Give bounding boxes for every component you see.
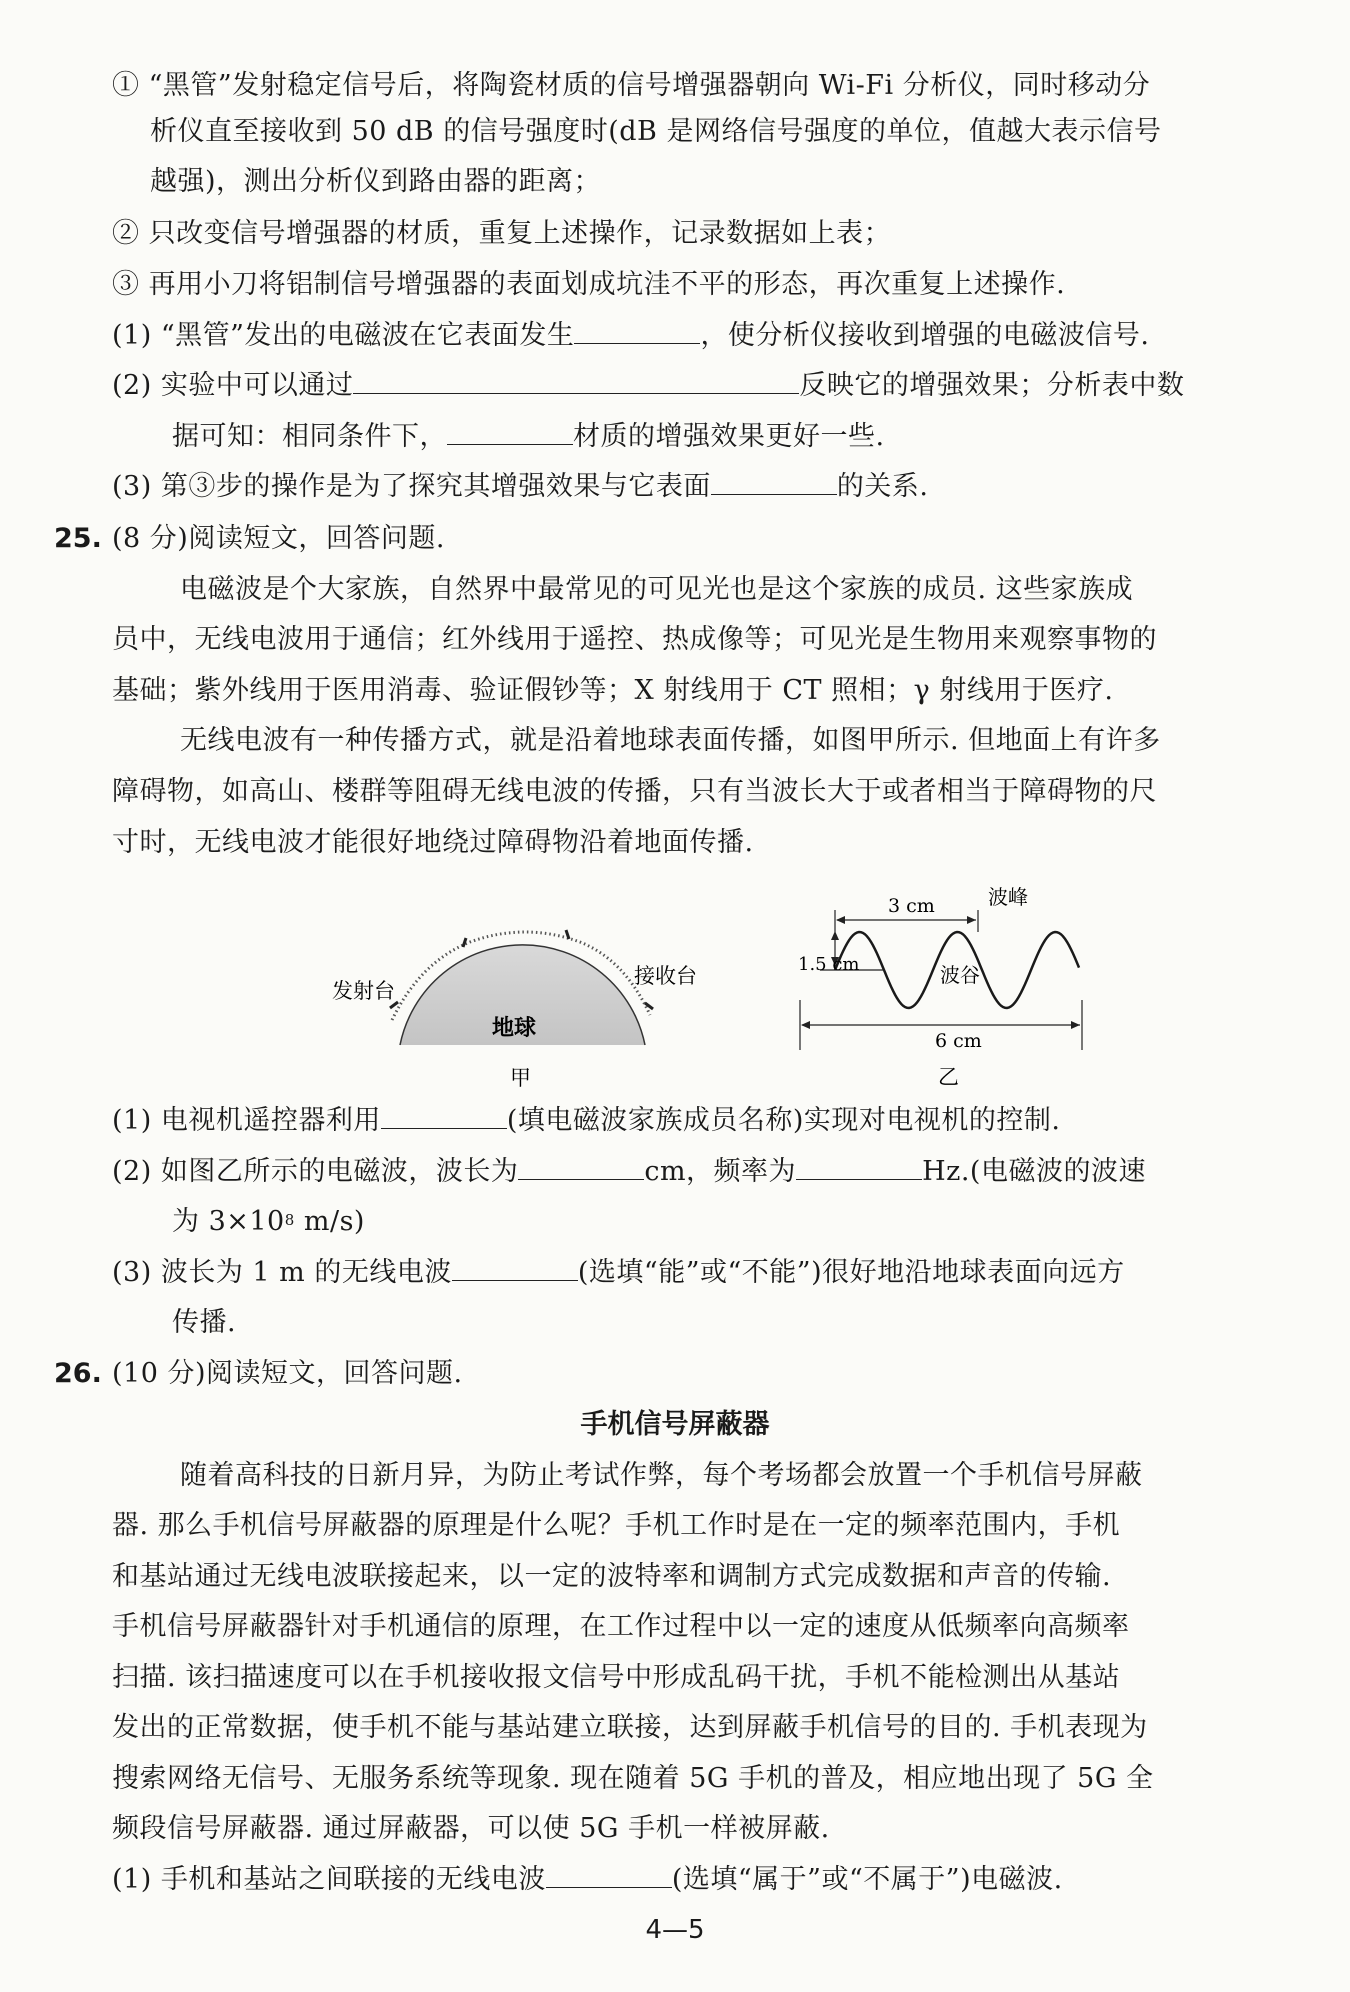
crest-label: 波峰 <box>988 885 1028 909</box>
figure-jia-caption: 甲 <box>510 1066 531 1090</box>
step-2: ② 只改变信号增强器的材质，重复上述操作，记录数据如上表； <box>112 218 892 249</box>
answer-blank[interactable] <box>353 367 799 394</box>
step-3: ③ 再用小刀将铝制信号增强器的表面划成坑洼不平的形态，再次重复上述操作. <box>112 269 1066 300</box>
q25-para-line: 障碍物，如高山、楼群等阻碍无线电波的传播，只有当波长大于或者相当于障碍物的尺 <box>112 776 1157 807</box>
figure-yi <box>790 870 1120 1095</box>
q24-sub1: (1) “黑管”发出的电磁波在它表面发生 ，使分析仪接收到增强的电磁波信号. <box>112 317 1150 355</box>
q26-para-line: 和基站通过无线电波联接起来，以一定的波特率和调制方式完成数据和声音的传输. <box>112 1561 1112 1592</box>
amp-label: 1.5 cm <box>798 954 860 975</box>
trough-label: 波谷 <box>940 963 980 987</box>
q26-para-line: 扫描. 该扫描速度可以在手机接收报文信号中形成乱码干扰，手机不能检测出从基站 <box>112 1662 1121 1693</box>
q26-para-line: 发出的正常数据，使手机不能与基站建立联接，达到屏蔽手机信号的目的. 手机表现为 <box>112 1712 1148 1743</box>
q25-sub3-line-1: (3) 波长为 1 m 的无线电波 (选填“能”或“不能”)很好地沿地球表面向远方 <box>112 1254 1125 1292</box>
q25-sub1: (1) 电视机遥控器利用 (填电磁波家族成员名称)实现对电视机的控制. <box>112 1102 1060 1140</box>
obstacle-mark <box>463 938 466 947</box>
answer-blank[interactable] <box>518 1153 644 1180</box>
q26-sub1: (1) 手机和基站之间联接的无线电波 (选填“属于”或“不属于”)电磁波. <box>112 1861 1063 1899</box>
q26-header: (10 分)阅读短文，回答问题. <box>112 1358 463 1389</box>
article-title: 手机信号屏蔽器 <box>580 1409 770 1440</box>
question-number-25: 25. <box>54 523 102 554</box>
page-number: 4—5 <box>645 1915 705 1945</box>
q25-para-line: 电磁波是个大家族，自然界中最常见的可见光也是这个家族的成员. 这些家族成 <box>180 574 1134 605</box>
q25-sub2-line-1: (2) 如图乙所示的电磁波，波长为 cm，频率为 Hz.(电磁波的波速 <box>112 1153 1146 1191</box>
answer-blank[interactable] <box>546 1861 672 1888</box>
receiver-mark <box>645 1003 653 1009</box>
dim-top-label: 3 cm <box>888 895 935 917</box>
answer-blank[interactable] <box>452 1254 578 1281</box>
figure-yi-caption: 乙 <box>938 1065 959 1089</box>
q25-sub2-line-2: 为 $3\times 10^8$ m/s) <box>172 1206 365 1237</box>
q26-para-line: 手机信号屏蔽器针对手机通信的原理，在工作过程中以一定的速度从低频率向高频率 <box>112 1611 1130 1642</box>
q26-para-line: 随着高科技的日新月异，为防止考试作弊，每个考场都会放置一个手机信号屏蔽 <box>180 1460 1143 1491</box>
step-1-line-3: 越强)，测出分析仪到路由器的距离； <box>150 166 602 197</box>
q25-para-line: 基础；紫外线用于医用消毒、验证假钞等；X 射线用于 CT 照相；γ 射线用于医疗. <box>112 675 1114 706</box>
receiver-label: 接收台 <box>634 964 697 988</box>
dim-bottom-label: 6 cm <box>935 1030 982 1052</box>
answer-blank[interactable] <box>381 1102 507 1129</box>
q24-sub2-line-2: 据可知：相同条件下， 材质的增强效果更好一些. <box>172 418 885 456</box>
question-number-26: 26. <box>54 1358 102 1389</box>
q26-para-line: 搜索网络无信号、无服务系统等现象. 现在随着 5G 手机的普及，相应地出现了 5G 全 <box>112 1763 1154 1794</box>
q24-sub3: (3) 第③步的操作是为了探究其增强效果与它表面 的关系. <box>112 468 928 506</box>
transmitter-label: 发射台 <box>332 979 395 1003</box>
answer-blank[interactable] <box>574 317 700 344</box>
answer-blank[interactable] <box>447 418 573 445</box>
q26-para-line: 频段信号屏蔽器. 通过屏蔽器，可以使 5G 手机一样被屏蔽. <box>112 1813 830 1844</box>
q24-sub2-line-1: (2) 实验中可以通过 反映它的增强效果；分析表中数 <box>112 367 1184 405</box>
q25-para-line: 员中，无线电波用于通信；红外线用于遥控、热成像等；可见光是生物用来观察事物的 <box>112 624 1157 655</box>
figure-jia <box>320 900 697 1100</box>
q25-para-line: 无线电波有一种传播方式，就是沿着地球表面传播，如图甲所示. 但地面上有许多 <box>180 725 1161 756</box>
earth-label: 地球 <box>492 1015 537 1041</box>
q25-sub3-line-2: 传播. <box>172 1307 237 1338</box>
step-1-line-2: 析仪直至接收到 50 dB 的信号强度时(dB 是网络信号强度的单位，值越大表示信号 <box>150 116 1162 147</box>
q26-para-line: 器. 那么手机信号屏蔽器的原理是什么呢？手机工作时是在一定的频率范围内，手机 <box>112 1510 1121 1541</box>
step-1-line-1: ① “黑管”发射稳定信号后，将陶瓷材质的信号增强器朝向 Wi-Fi 分析仪，同时移动分 <box>112 70 1151 101</box>
answer-blank[interactable] <box>711 468 837 495</box>
q25-header: (8 分)阅读短文，回答问题. <box>112 523 445 554</box>
answer-blank[interactable] <box>796 1153 922 1180</box>
obstacle-mark <box>566 930 569 939</box>
q25-para-line: 寸时，无线电波才能很好地绕过障碍物沿着地面传播. <box>112 827 754 858</box>
